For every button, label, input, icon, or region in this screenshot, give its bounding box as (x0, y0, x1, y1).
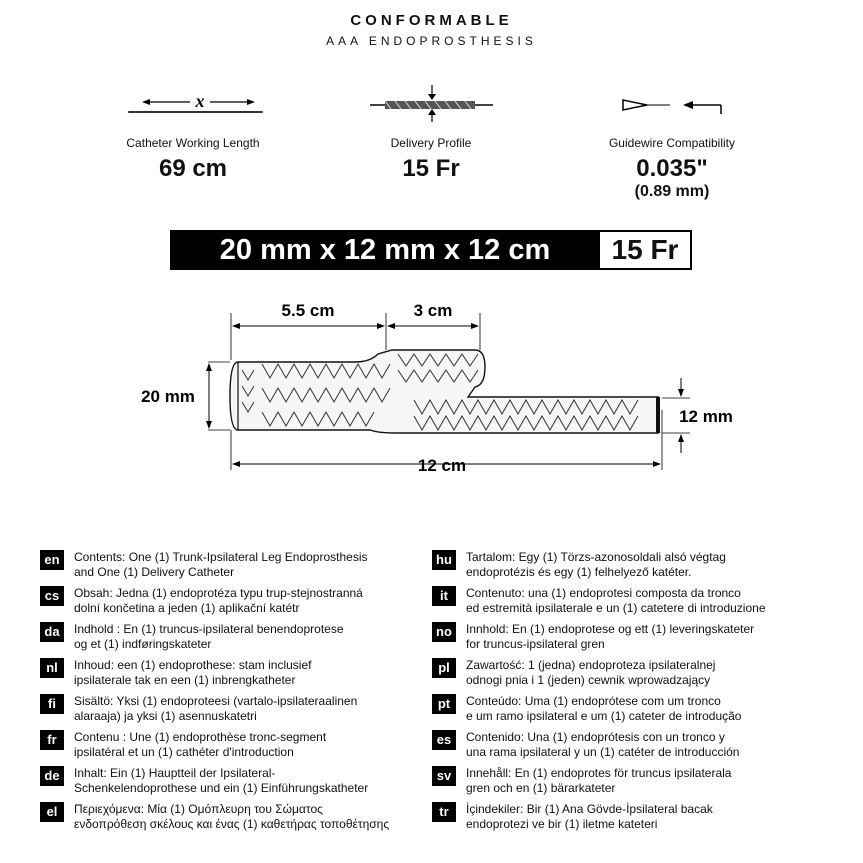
language-code: cs (40, 586, 64, 606)
language-row-es (432, 730, 806, 760)
size-bar (170, 230, 600, 270)
catheter-length-value: 69 cm (158, 155, 228, 182)
trunk-diameter-label: 20 mm (141, 387, 195, 406)
language-code: tr (432, 802, 456, 822)
language-text: Contents: One (1) Trunk-Ipsilateral Leg Endoprosthesis and One (1) Delivery Catheter (74, 550, 368, 579)
total-length-label: 12 cm (417, 456, 467, 475)
language-row-pt (432, 694, 806, 724)
language-row-tr (432, 802, 806, 832)
language-row-no (432, 622, 806, 652)
brand-subtitle: AAA ENDOPROSTHESIS (326, 34, 537, 48)
leg-diameter-label: 12 mm (679, 407, 733, 426)
language-text: Conteúdo: Uma (1) endoprótese com um tronco e um ramo ipsilateral e um (1) cateter de introdução (466, 694, 742, 723)
delivery-profile-value: 15 Fr (402, 155, 460, 182)
language-text: İçindekiler: Bir (1) Ana Gövde-İpsilateral bacak endoprotezi ve bir (1) iletme kateteri (466, 802, 713, 831)
language-row-fr (40, 730, 414, 760)
language-text: Tartalom: Egy (1) Törzs-azonosoldali alsó végtag endoprotézis és egy (1) felhelyező katéter. (466, 550, 726, 579)
language-code: no (432, 622, 456, 642)
language-code: sv (432, 766, 456, 786)
language-text: Innhold: En (1) endoprotese og ett (1) leveringskateter for truncus-ipsilateral gren (466, 622, 755, 651)
language-row-fi (40, 694, 414, 724)
language-code: el (40, 802, 64, 822)
language-code: pt (432, 694, 456, 714)
delivery-profile-icon (365, 85, 500, 125)
language-code: pl (432, 658, 456, 678)
guidewire-label: Guidewire Compatibility (608, 136, 736, 150)
language-code: de (40, 766, 64, 786)
language-row-en (40, 550, 414, 580)
language-text: Inhoud: een (1) endoprothese: stam inclusief ipsilaterale tak en een (1) inbrengkatheter (74, 658, 312, 687)
language-text: Indhold : En (1) truncus-ipsilateral benendoprotese og et (1) indføringskateter (74, 622, 344, 651)
language-row-cs (40, 586, 414, 616)
language-row-it (432, 586, 806, 616)
language-text: Zawartość: 1 (jedna) endoproteza ipsilateralnej odnogi pnia i 1 (jeden) cewnik wprowadzający (466, 658, 716, 687)
guidewire-icon (615, 92, 735, 118)
language-row-de (40, 766, 414, 796)
language-code: es (432, 730, 456, 750)
delivery-profile-label: Delivery Profile (390, 136, 472, 150)
language-row-pl (432, 658, 806, 688)
language-code: fi (40, 694, 64, 714)
language-text: Περιεχόμενα: Μία (1) Ομόπλευρη του Σώματος ενδοπρόθεση σκέλους και ένας (1) καθετήρας τοποθέτησης (74, 802, 390, 831)
language-code: da (40, 622, 64, 642)
trunk-length-label: 5.5 cm (281, 301, 335, 320)
language-text: Contenido: Una (1) endoprótesis con un tronco y una rama ipsilateral y un (1) catéter de introducción (466, 730, 740, 759)
guidewire-value: 0.035" (636, 155, 708, 182)
language-text: Obsah: Jedna (1) endoprotéza typu trup-stejnostranná dolní končetina a jeden (1) aplikační katétr (74, 586, 363, 615)
brand-title: CONFORMABLE (350, 12, 513, 29)
catheter-length-label: Catheter Working Length (126, 136, 260, 150)
language-text: Contenu : Une (1) endoprothèse tronc-segment ipsilatéral et un (1) cathéter d'introduction (74, 730, 327, 759)
language-text: Inhalt: Ein (1) Hauptteil der Ipsilateral- Schenkelendoprothese und ein (1) Einführungskatheter (74, 766, 369, 795)
language-row-nl (40, 658, 414, 688)
language-code: fr (40, 730, 64, 750)
catheter-length-icon (120, 85, 270, 115)
language-row-el (40, 802, 414, 832)
language-code: en (40, 550, 64, 570)
language-code: hu (432, 550, 456, 570)
guidewire-value-mm: (0.89 mm) (634, 183, 710, 200)
language-code: it (432, 586, 456, 606)
language-text: Contenuto: una (1) endoprotesi composta da tronco ed estremità ipsilaterale e un (1) catetere di introduzione (466, 586, 766, 615)
catheter-length-symbol: x (195, 91, 205, 111)
size-french: 15 Fr (598, 230, 692, 270)
gate-length-label: 3 cm (413, 301, 453, 320)
endoprosthesis-diagram (130, 290, 770, 490)
language-text: Innehåll: En (1) endoprotes för truncus ipsilaterala gren och en (1) bärarkateter (466, 766, 732, 795)
language-row-da (40, 622, 414, 652)
language-row-sv (432, 766, 806, 796)
language-text: Sisältö: Yksi (1) endoproteesi (vartalo-ipsilateraalinen alaraaja) ja yksi (1) asennuskatetri (74, 694, 358, 723)
language-row-hu (432, 550, 806, 580)
size-dimensions: 20 mm x 12 mm x 12 cm (219, 234, 551, 266)
language-code: nl (40, 658, 64, 678)
